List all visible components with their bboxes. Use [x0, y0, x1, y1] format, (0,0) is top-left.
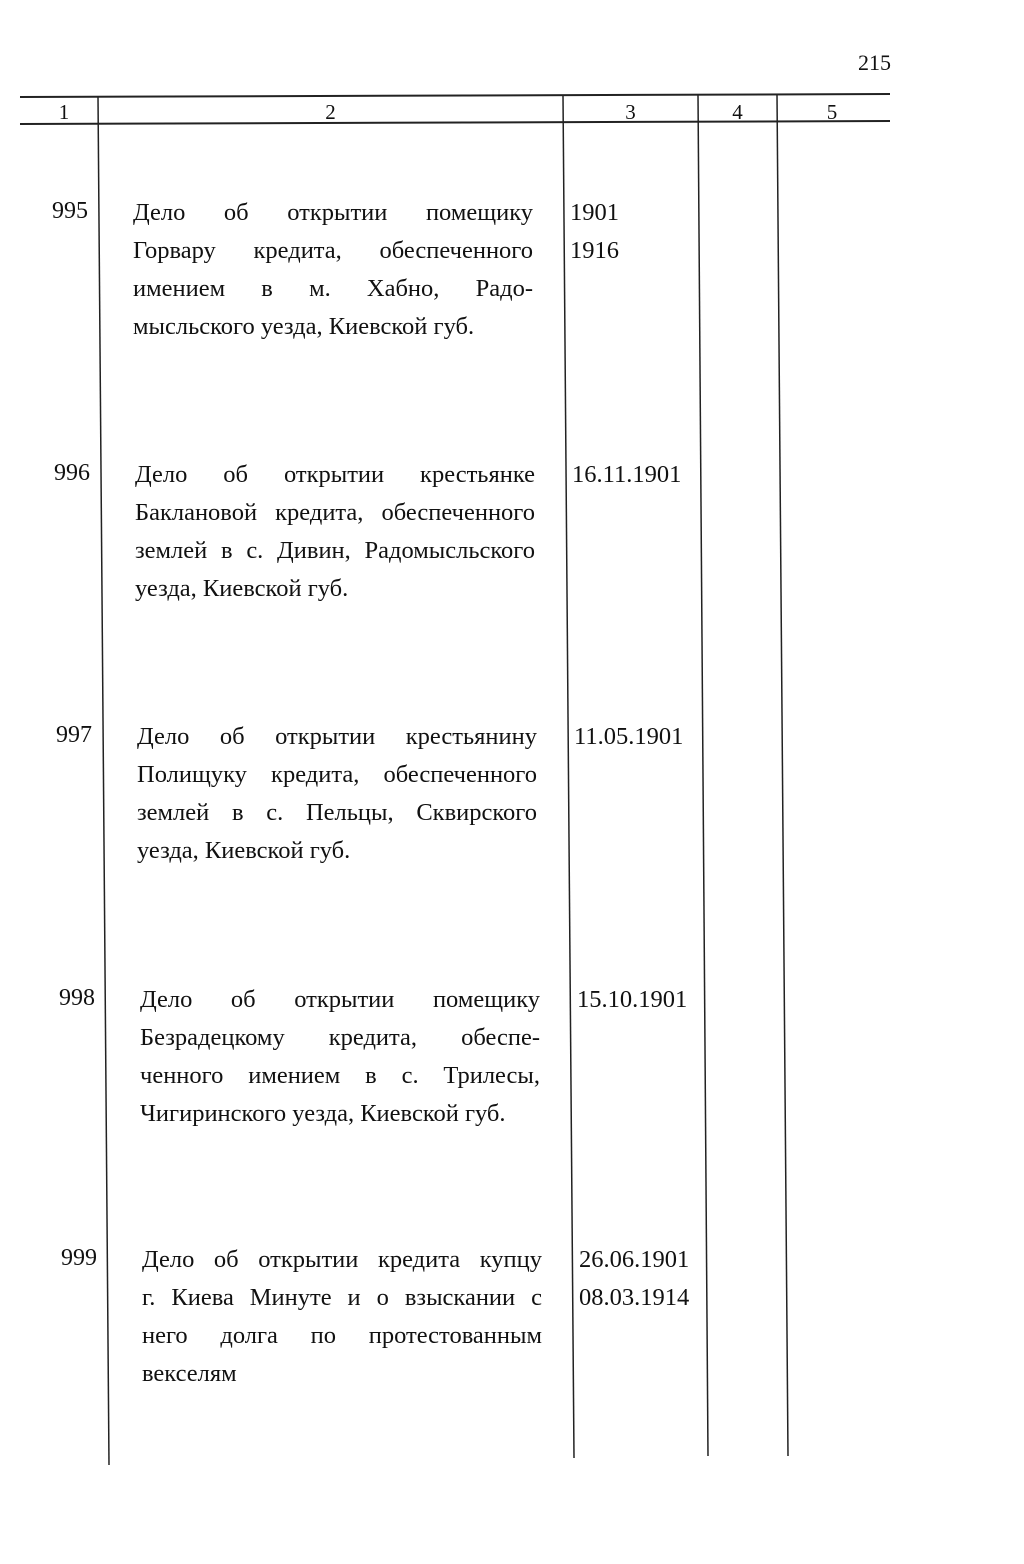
column-header-4: 4 [732, 100, 743, 124]
column-divider-4 [777, 95, 788, 1456]
entry-dates [570, 194, 619, 270]
description-line: Дело об открытии помещику [133, 199, 533, 226]
page-number: 215 [858, 50, 891, 75]
column-divider-3 [698, 95, 708, 1456]
entry-number: 998 [59, 985, 95, 1011]
description-line: уезда, Киевской губ. [137, 837, 351, 864]
description-line: землей в с. Дивин, Радомысльского [135, 537, 535, 564]
date: 15.10.1901 [577, 986, 688, 1013]
description-line: ченного имением в с. Трилесы, [140, 1062, 540, 1089]
date: 11.05.1901 [574, 723, 684, 750]
column-header-3: 3 [625, 100, 636, 124]
entry-description [142, 1241, 542, 1393]
description-line: мысльского уезда, Киевской губ. [133, 313, 475, 340]
description-line: векселям [142, 1360, 237, 1387]
entry-description [133, 194, 533, 346]
description-line: Дело об открытии кредита купцу [142, 1246, 542, 1273]
description-line: Безрадецкому кредита, обеспе- [140, 1024, 540, 1051]
column-divider-2 [563, 96, 574, 1458]
column-divider-1 [98, 97, 109, 1465]
description-line: Дело об открытии крестьянке [135, 461, 535, 488]
description-line: г. Киева Минуте и о взыскании с [142, 1284, 542, 1311]
description-line: уезда, Киевской губ. [135, 575, 349, 602]
entry-description [135, 456, 535, 608]
date: 16.11.1901 [572, 461, 682, 488]
description-line: землей в с. Пельцы, Сквирского [137, 799, 537, 826]
description-line: Горвару кредита, обеспеченного [133, 237, 533, 264]
description-line: Чигиринского уезда, Киевской губ. [140, 1100, 506, 1127]
column-header-2: 2 [325, 100, 336, 124]
description-line: имением в м. Хабно, Радо- [133, 275, 533, 302]
description-line: Полищуку кредита, обеспеченного [137, 761, 537, 788]
date: 08.03.1914 [579, 1284, 690, 1311]
entry-dates [572, 456, 681, 494]
column-header-1: 1 [58, 100, 70, 124]
header-top-rule [20, 94, 890, 97]
entry-dates [577, 981, 687, 1019]
column-header-5: 5 [826, 100, 838, 124]
entry-description [140, 981, 540, 1133]
description-line: Дело об открытии помещику [140, 986, 540, 1013]
entry-description [137, 718, 537, 870]
entry-dates [579, 1241, 689, 1317]
entry-number: 999 [61, 1245, 97, 1271]
date: 1901 [570, 199, 619, 226]
description-line: Дело об открытии крестьянину [137, 723, 537, 750]
entry-number: 996 [54, 460, 90, 486]
entry-number: 997 [56, 722, 92, 748]
date: 26.06.1901 [579, 1246, 690, 1273]
date: 1916 [570, 237, 619, 264]
description-line: него долга по протестованным [142, 1322, 542, 1349]
entry-dates [574, 718, 683, 756]
entry-number: 995 [52, 198, 88, 224]
description-line: Баклановой кредита, обеспеченного [135, 499, 535, 526]
